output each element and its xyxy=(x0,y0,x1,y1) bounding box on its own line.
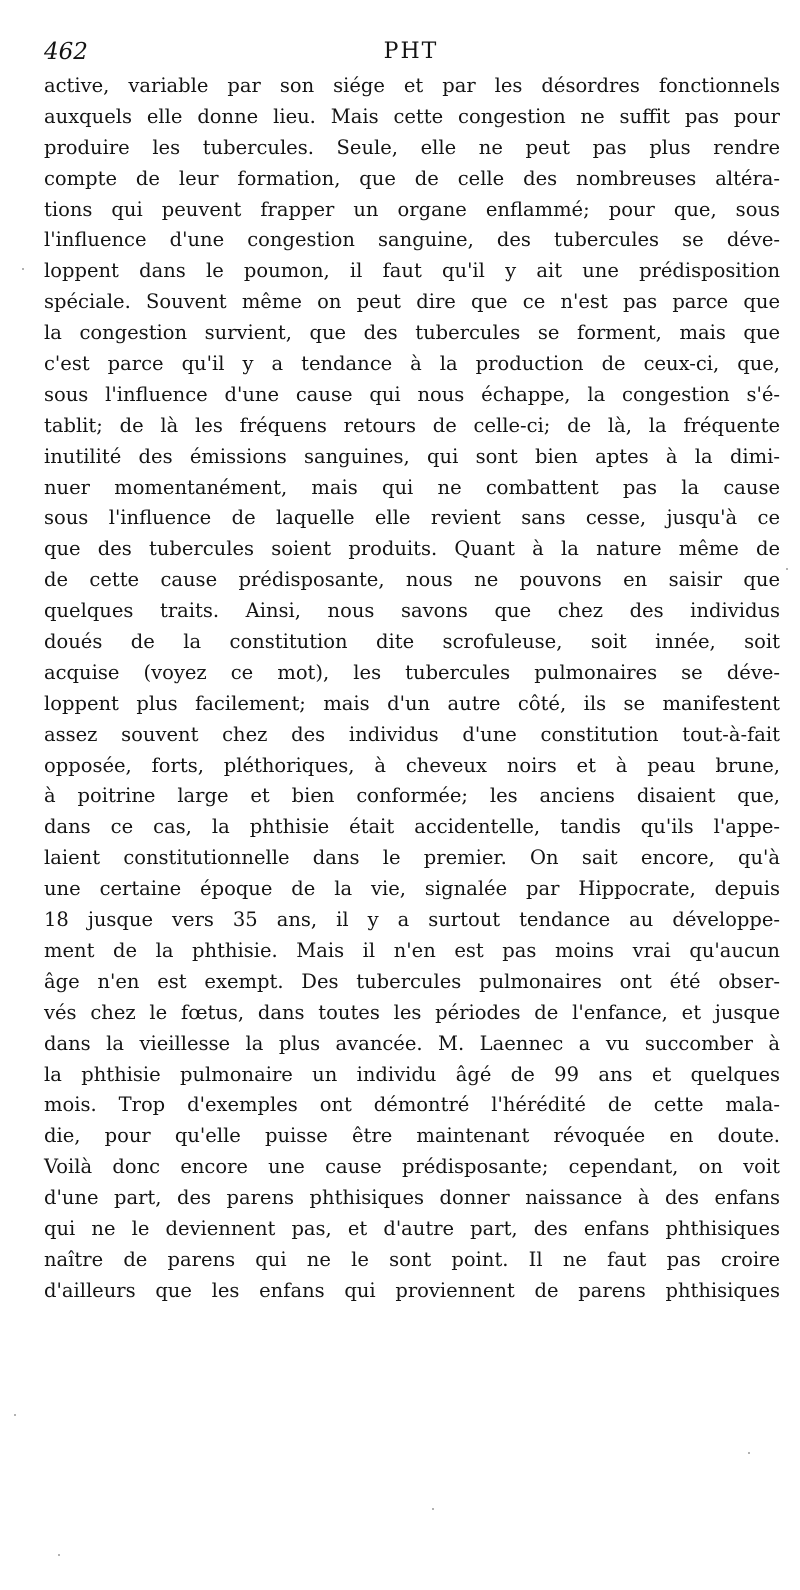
text-line: 18 jusque vers 35 ans, il y a surtout tendance au développe- xyxy=(44,908,780,932)
text-line: ment de la phthisie. Mais il n'en est pas moins vrai qu'aucun xyxy=(44,938,780,962)
text-line: naître de parens qui ne le sont point. Il ne faut pas croire xyxy=(44,1247,780,1271)
text-line: laient constitutionnelle dans le premier. On sait encore, qu'à xyxy=(44,846,780,870)
text-line: âge n'en est exempt. Des tubercules pulmonaires ont été obser- xyxy=(44,969,780,993)
scan-speck xyxy=(58,1554,60,1556)
text-line: une certaine époque de la vie, signalée par Hippocrate, depuis xyxy=(44,877,780,901)
scan-speck xyxy=(14,1414,16,1416)
scan-speck xyxy=(22,268,24,270)
text-line: mois. Trop d'exemples ont démontré l'hérédité de cette mala- xyxy=(44,1093,780,1117)
text-line: active, variable par son siége et par les désordres fonctionnels xyxy=(44,74,780,97)
text-line: sous l'influence de laquelle elle revient sans cesse, jusqu'à ce xyxy=(44,506,780,530)
text-line: d'ailleurs que les enfans qui proviennent de parens phthisiques xyxy=(44,1278,780,1302)
text-line: dans ce cas, la phthisie était accidentelle, tandis qu'ils l'appe- xyxy=(44,815,780,839)
text-line: c'est parce qu'il y a tendance à la production de ceux-ci, que, xyxy=(44,352,780,376)
text-line: la congestion survient, que des tubercules se forment, mais que xyxy=(44,321,780,345)
text-line: la phthisie pulmonaire un individu âgé de 99 ans et quelques xyxy=(44,1062,780,1086)
text-line: dans la vieillesse la plus avancée. M. Laennec a vu succomber à xyxy=(44,1031,780,1055)
body-text xyxy=(44,71,780,1307)
text-line: tablit; de là les fréquens retours de celle-ci; de là, la fréquente xyxy=(44,413,780,437)
text-line: compte de leur formation, que de celle des nombreuses altéra- xyxy=(44,166,780,190)
text-line: qui ne le deviennent pas, et d'autre part, des enfans phthisiques xyxy=(44,1216,780,1240)
scan-speck xyxy=(786,568,788,570)
text-line: die, pour qu'elle puisse être maintenant révoquée en doute. xyxy=(44,1124,780,1148)
scan-speck xyxy=(432,1508,434,1510)
text-line: loppent plus facilement; mais d'un autre côté, ils se manifestent xyxy=(44,691,780,715)
text-line: assez souvent chez des individus d'une constitution tout-à-fait xyxy=(44,722,780,746)
text-line: à poitrine large et bien conformée; les anciens disaient que, xyxy=(44,784,780,808)
text-line: sous l'influence d'une cause qui nous échappe, la congestion s'é- xyxy=(44,382,780,406)
running-head xyxy=(44,36,778,72)
text-line: que des tubercules soient produits. Quant à la nature même de xyxy=(44,537,780,561)
text-line: loppent dans le poumon, il faut qu'il y ait une prédisposition xyxy=(44,259,780,283)
text-line: inutilité des émissions sanguines, qui sont bien aptes à la dimi- xyxy=(44,444,780,468)
running-title: PHT xyxy=(383,39,439,64)
text-line: acquise (voyez ce mot), les tubercules pulmonaires se déve- xyxy=(44,660,780,684)
text-line: tions qui peuvent frapper un organe enflammé; pour que, sous xyxy=(44,197,780,221)
text-line: opposée, forts, pléthoriques, à cheveux noirs et à peau brune, xyxy=(44,753,780,777)
text-line: d'une part, des parens phthisiques donner naissance à des enfans xyxy=(44,1186,780,1210)
text-line: l'influence d'une congestion sanguine, des tubercules se déve- xyxy=(44,228,780,252)
scan-speck xyxy=(748,1452,750,1454)
text-line: de cette cause prédisposante, nous ne pouvons en saisir que xyxy=(44,568,780,592)
text-line: Voilà donc encore une cause prédisposante; cependant, on voit xyxy=(44,1155,780,1179)
text-line: spéciale. Souvent même on peut dire que ce n'est pas parce que xyxy=(44,290,780,314)
page-number: 462 xyxy=(44,39,88,65)
text-line: vés chez le fœtus, dans toutes les périodes de l'enfance, et jusque xyxy=(44,1000,780,1024)
text-line: nuer momentanément, mais qui ne combattent pas la cause xyxy=(44,475,780,499)
text-line: doués de la constitution dite scrofuleuse, soit innée, soit xyxy=(44,630,780,654)
text-line: auxquels elle donne lieu. Mais cette congestion ne suffit pas pour xyxy=(44,104,780,128)
text-line: quelques traits. Ainsi, nous savons que chez des individus xyxy=(44,599,780,623)
text-line: produire les tubercules. Seule, elle ne peut pas plus rendre xyxy=(44,135,780,159)
